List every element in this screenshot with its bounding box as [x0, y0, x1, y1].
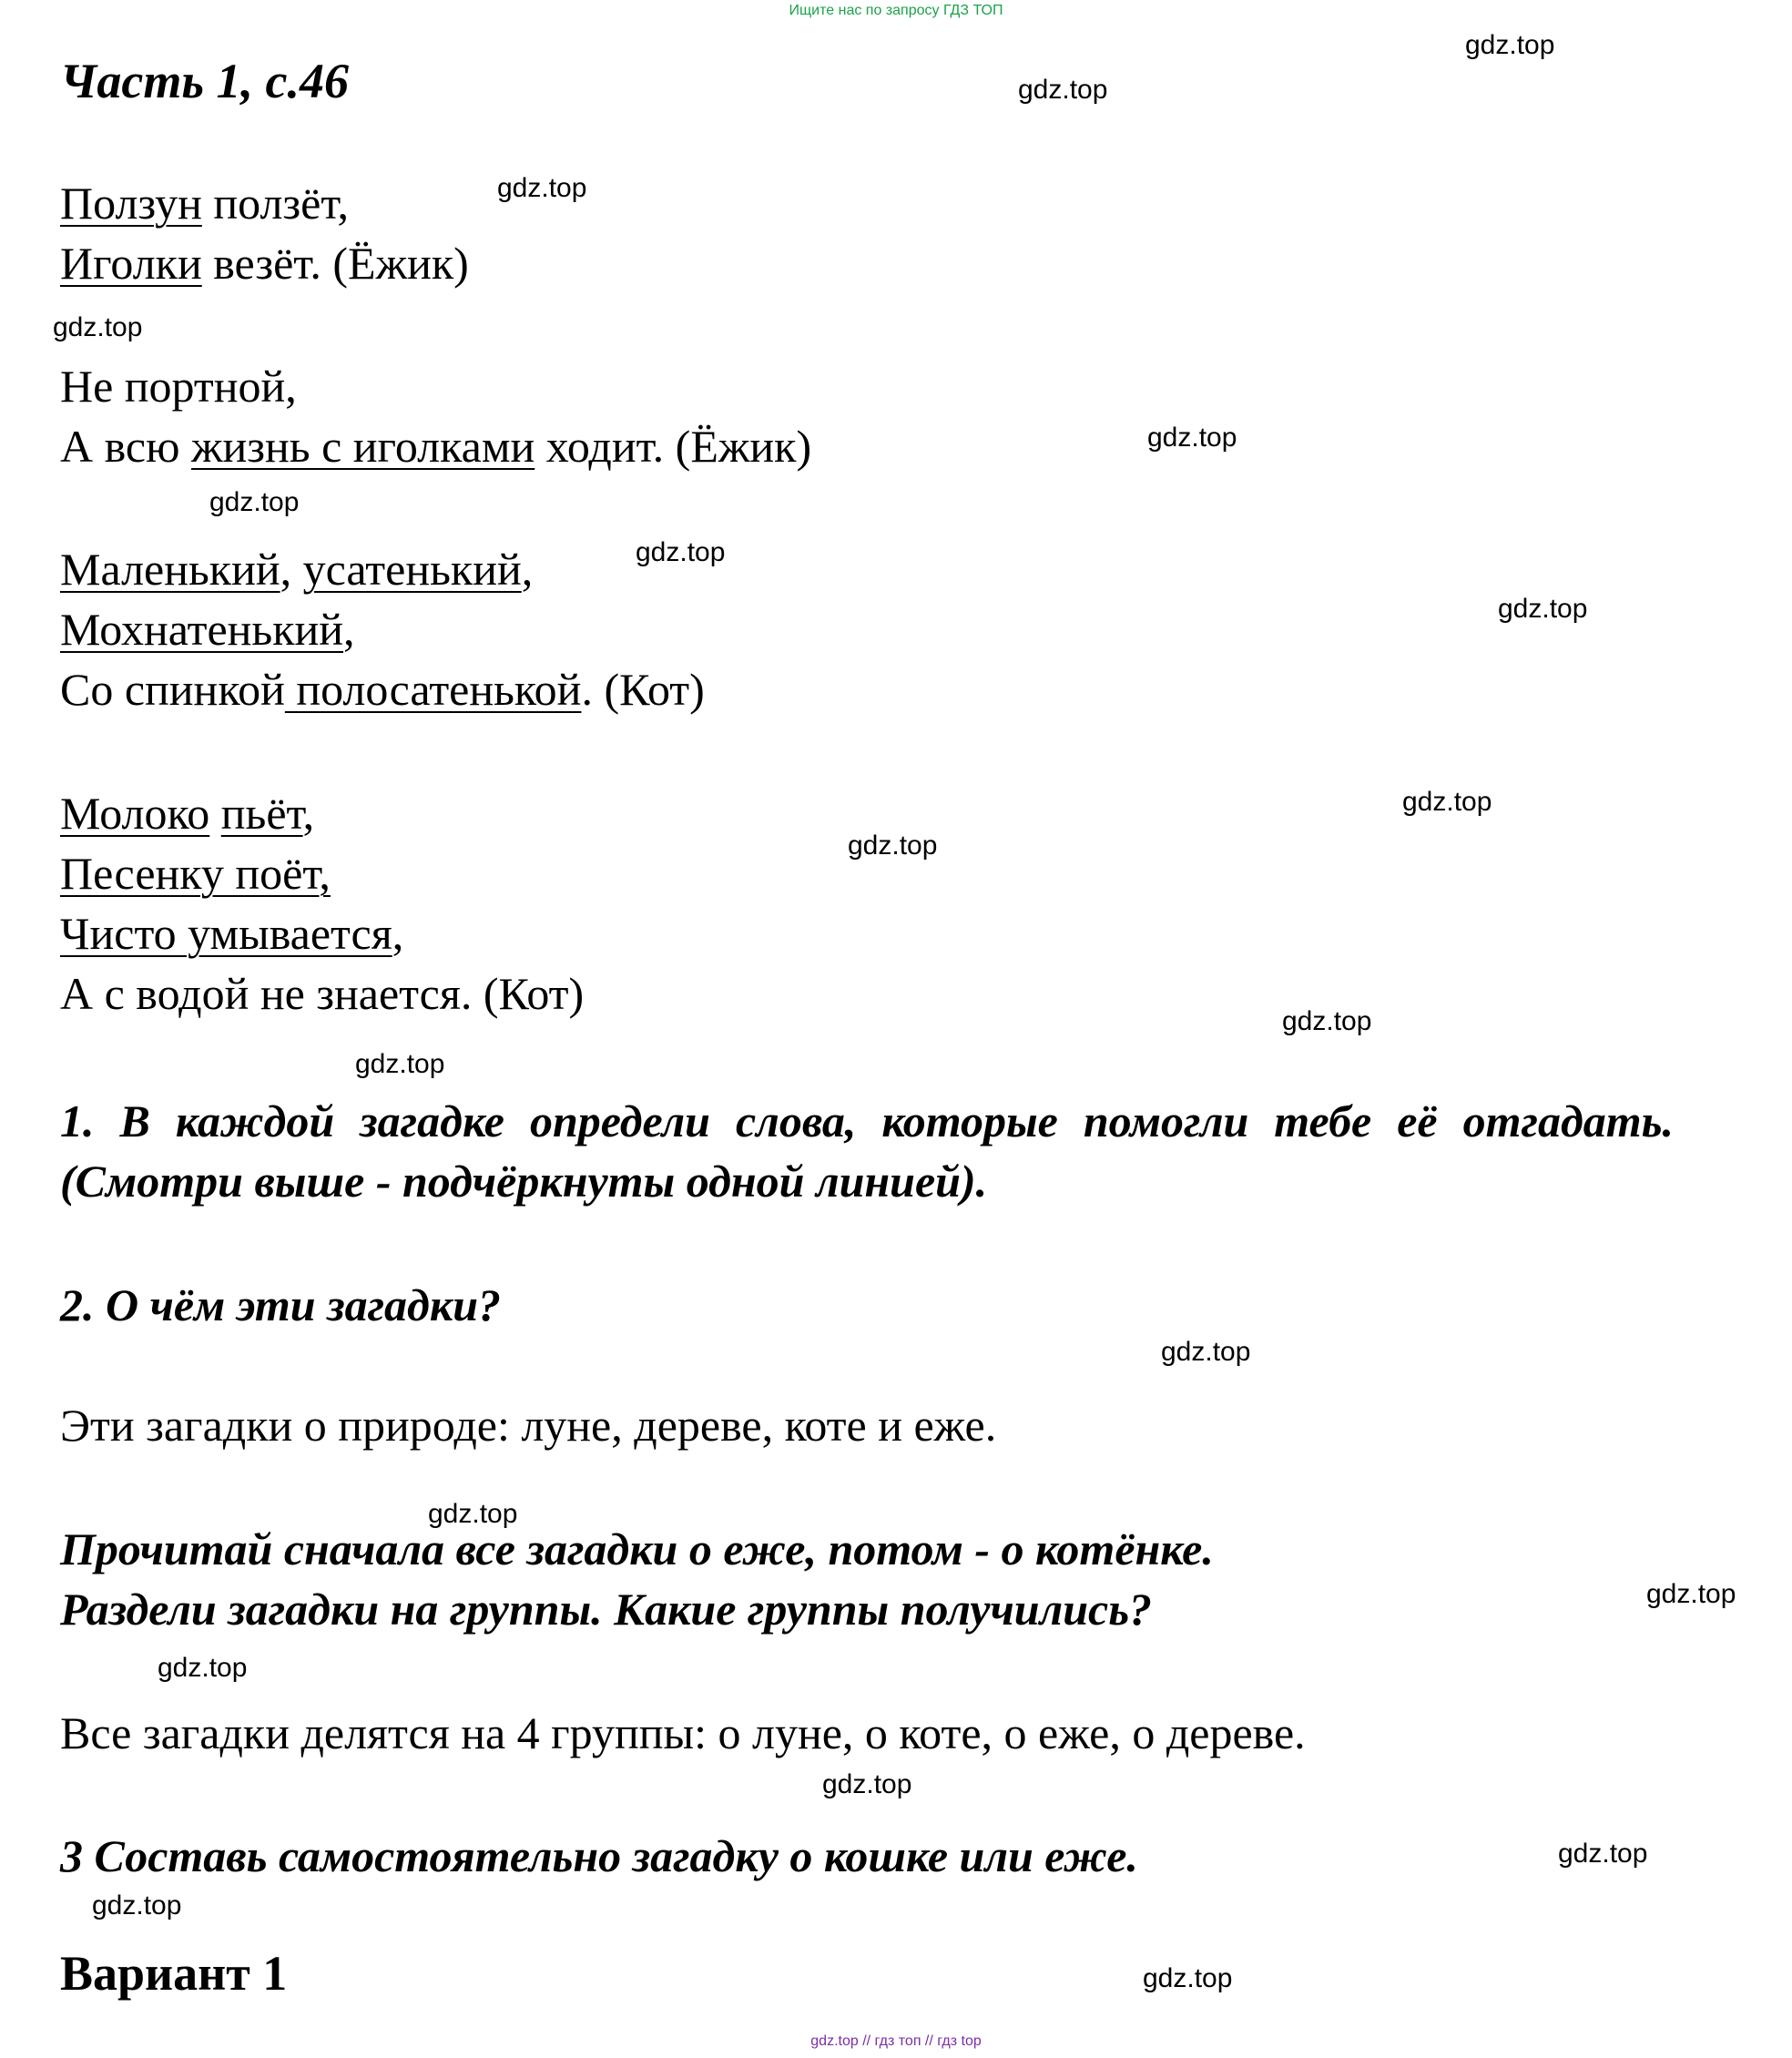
riddle-line — [60, 233, 469, 293]
riddle-line — [60, 173, 349, 233]
riddle-line — [60, 599, 355, 659]
riddle-text — [209, 788, 221, 839]
keyword: Песенку поёт, — [60, 848, 331, 899]
watermark: gdz.top — [355, 1049, 445, 1079]
keyword: жизнь с иголками — [190, 421, 535, 472]
riddle-line — [60, 963, 584, 1024]
bottom-banner: gdz.top // гдз топ // гдз top — [810, 2033, 982, 2049]
riddle-text: . (Кот) — [581, 664, 705, 715]
watermark: gdz.top — [53, 312, 143, 342]
riddle-text: , — [280, 544, 303, 595]
keyword: Иголки — [60, 238, 202, 289]
keyword: полосатенькой — [284, 664, 582, 715]
watermark: gdz.top — [92, 1890, 182, 1920]
group-task-question-line2: Раздели загадки на группы. Какие группы получились? — [60, 1584, 1153, 1635]
riddle-line — [60, 843, 331, 903]
riddle-text: А всю — [60, 421, 191, 472]
riddle-line — [60, 539, 533, 599]
riddle-text: А с водой не знается. (Кот) — [60, 968, 585, 1019]
task-2-answer: Эти загадки о природе: луне, дереве, коте и еже. — [60, 1400, 997, 1451]
watermark: gdz.top — [428, 1499, 518, 1529]
keyword: Маленький — [60, 544, 280, 595]
watermark: gdz.top — [158, 1653, 248, 1683]
riddle-line — [60, 356, 297, 416]
watermark: gdz.top — [1143, 1963, 1233, 1993]
watermark: gdz.top — [1018, 75, 1108, 105]
riddle-text: , — [392, 908, 404, 959]
watermark: gdz.top — [497, 173, 587, 203]
group-task-question-line1: Прочитай сначала все загадки о еже, потом - о котёнке. — [60, 1523, 1214, 1574]
watermark: gdz.top — [1498, 594, 1588, 624]
top-banner: Ищите нас по запросу ГДЗ ТОП — [789, 3, 1003, 18]
keyword: усатенький — [302, 544, 522, 595]
riddle-line — [60, 783, 314, 843]
watermark: gdz.top — [1402, 787, 1492, 817]
riddle-line — [60, 659, 705, 719]
riddle-line — [60, 416, 811, 476]
riddle-text: Со спинкой — [60, 664, 285, 715]
task-3-question: 3 Составь самостоятельно загадку о кошке или еже. — [60, 1830, 1138, 1881]
watermark: gdz.top — [848, 830, 938, 861]
riddle-text: , — [343, 604, 355, 655]
page-title: Часть 1, с.46 — [60, 54, 350, 108]
riddle-text: , — [521, 544, 534, 595]
task-1-question: 1. В каждой загадке определи слова, которые помогли тебе её отгадать. (Смотри выше - подчёркнуты одной линией). — [60, 1095, 1674, 1207]
watermark: gdz.top — [1558, 1839, 1648, 1869]
watermark: gdz.top — [1282, 1006, 1372, 1036]
riddle-text: ползёт, — [201, 178, 349, 229]
variant-heading: Вариант 1 — [60, 1946, 288, 2001]
watermark: gdz.top — [1465, 30, 1555, 60]
keyword: Чисто умывается — [60, 908, 392, 959]
watermark: gdz.top — [1646, 1579, 1736, 1609]
riddle-text: , — [302, 788, 315, 839]
watermark: gdz.top — [1147, 423, 1237, 453]
watermark: gdz.top — [636, 537, 726, 567]
watermark: gdz.top — [209, 487, 300, 517]
riddle-text: Не портной, — [60, 361, 297, 412]
keyword: пьёт — [220, 788, 303, 839]
riddle-text: везёт. (Ёжик) — [201, 238, 469, 289]
keyword: Ползун — [60, 178, 202, 229]
watermark: gdz.top — [1161, 1337, 1251, 1367]
keyword: Мохнатенький — [60, 604, 344, 655]
riddle-text: ходит. (Ёжик) — [535, 421, 812, 472]
task-2-question: 2. О чём эти загадки? — [60, 1279, 502, 1330]
keyword: Молоко — [60, 788, 210, 839]
watermark: gdz.top — [822, 1769, 912, 1799]
group-task-answer: Все загадки делятся на 4 группы: о луне, о коте, о еже, о дереве. — [60, 1707, 1306, 1758]
riddle-line — [60, 903, 403, 963]
